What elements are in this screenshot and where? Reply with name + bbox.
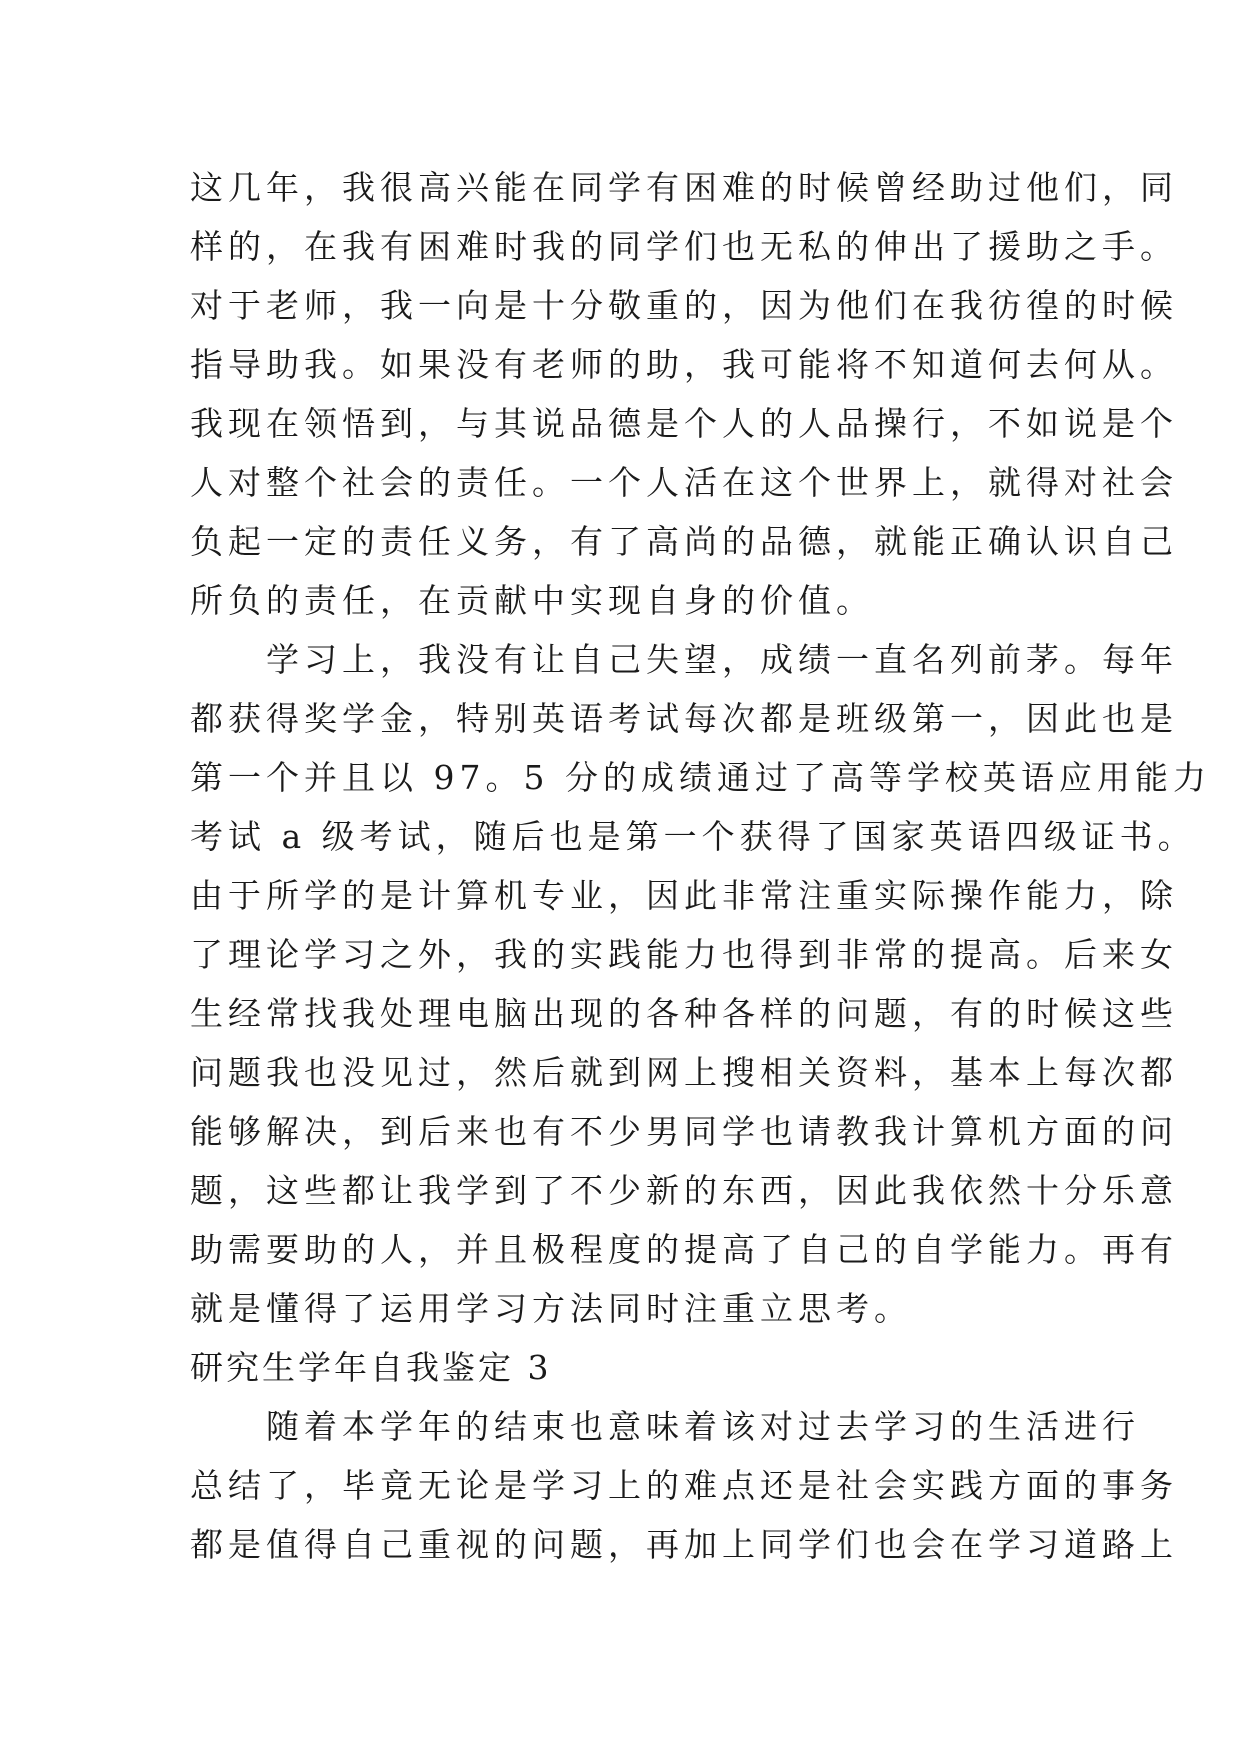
text-line: 都是值得自己重视的问题，再加上同学们也会在学习道路上 — [190, 1525, 1178, 1564]
text-line: 第一个并且以 97。5 分的成绩通过了高等学校英语应用能力 — [190, 758, 1211, 797]
text-line: 对于老师，我一向是十分敬重的，因为他们在我彷徨的时候 — [190, 286, 1178, 325]
text-line: 助需要助的人，并且极程度的提高了自己的自学能力。再有 — [190, 1230, 1178, 1269]
paragraph-3 — [190, 1397, 1178, 1574]
text-line: 考试 a 级考试，随后也是第一个获得了国家英语四级证书。 — [190, 817, 1196, 856]
paragraph-2 — [190, 630, 1211, 1338]
text-line: 能够解决，到后来也有不少男同学也请教我计算机方面的问 — [190, 1112, 1178, 1151]
text-line: 了理论学习之外，我的实践能力也得到非常的提高。后来女 — [190, 935, 1178, 974]
text-line: 指导助我。如果没有老师的助，我可能将不知道何去何从。 — [190, 345, 1178, 384]
text-line: 随着本学年的结束也意味着该对过去学习的生活进行 — [190, 1407, 1140, 1446]
text-line: 我现在领悟到，与其说品德是个人的人品操行，不如说是个 — [190, 404, 1178, 443]
text-line: 样的，在我有困难时我的同学们也无私的伸出了援助之手。 — [190, 227, 1178, 266]
text-line: 这几年，我很高兴能在同学有困难的时候曾经助过他们，同 — [190, 168, 1178, 207]
text-line: 由于所学的是计算机专业，因此非常注重实际操作能力，除 — [190, 876, 1178, 915]
text-line: 负起一定的责任义务，有了高尚的品德，就能正确认识自己 — [190, 522, 1178, 561]
text-line: 学习上，我没有让自己失望，成绩一直名列前茅。每年 — [190, 640, 1178, 679]
text-line: 人对整个社会的责任。一个人活在这个世界上，就得对社会 — [190, 463, 1178, 502]
text-line: 题，这些都让我学到了不少新的东西，因此我依然十分乐意 — [190, 1171, 1178, 1210]
text-line: 问题我也没见过，然后就到网上搜相关资料，基本上每次都 — [190, 1053, 1178, 1092]
text-line: 都获得奖学金，特别英语考试每次都是班级第一，因此也是 — [190, 699, 1178, 738]
text-line: 就是懂得了运用学习方法同时注重立思考。 — [190, 1289, 912, 1328]
paragraph-1 — [190, 158, 1178, 630]
text-line: 总结了，毕竟无论是学习上的难点还是社会实践方面的事务 — [190, 1466, 1178, 1505]
text-line: 生经常找我处理电脑出现的各种各样的问题，有的时候这些 — [190, 994, 1178, 1033]
section-heading: 研究生学年自我鉴定 3 — [190, 1348, 552, 1387]
document-page — [190, 158, 1211, 1574]
text-line: 所负的责任，在贡献中实现自身的价值。 — [190, 581, 874, 620]
